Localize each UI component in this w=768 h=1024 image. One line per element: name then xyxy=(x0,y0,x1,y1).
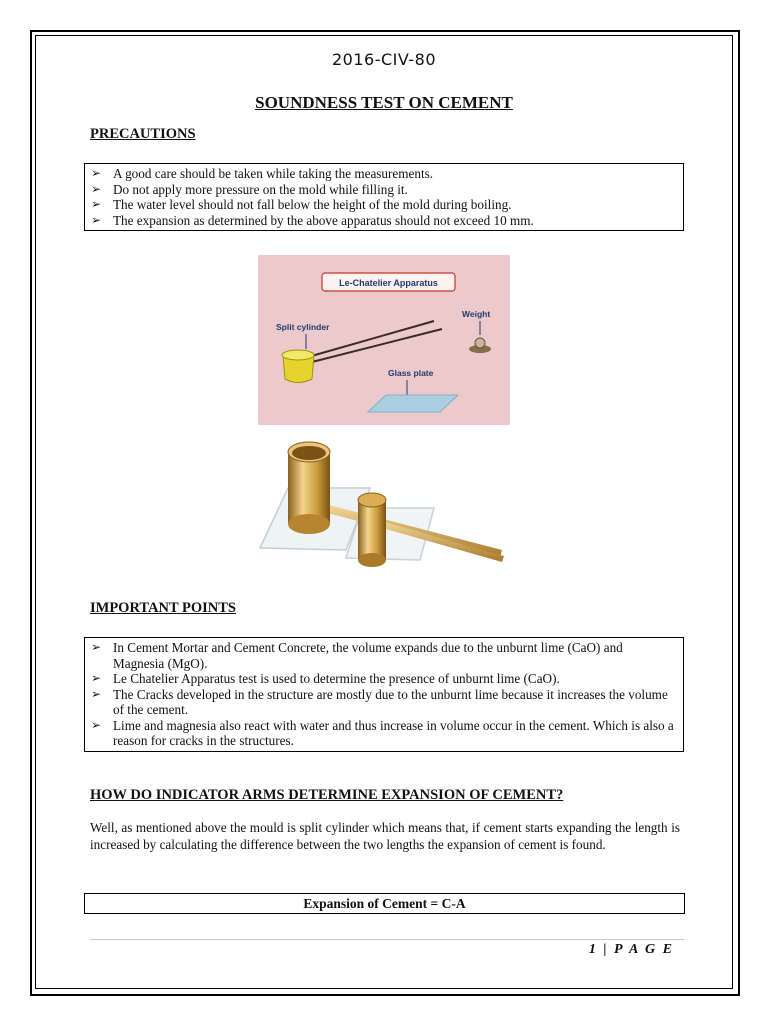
brass-cylinder-large-base xyxy=(288,514,330,534)
le-chatelier-diagram xyxy=(258,255,510,425)
precautions-heading: PRECAUTIONS xyxy=(90,126,196,142)
diagram-title: Le-Chatelier Apparatus xyxy=(339,278,438,288)
indicator-paragraph: Well, as mentioned above the mould is split cylinder which means that, if cement starts expanding the length is increased by calculating the difference between the two lengths the expansion of cement is found. xyxy=(90,820,680,852)
list-item: ➢ The expansion as determined by the above apparatus should not exceed 10 mm. xyxy=(91,212,534,228)
important-points-list xyxy=(91,640,677,749)
document-title: SOUNDNESS TEST ON CEMENT xyxy=(255,93,513,112)
list-item: ➢ Le Chatelier Apparatus test is used to determine the presence of unburnt lime (CaO). xyxy=(91,671,560,686)
expansion-formula: Expansion of Cement = C-A xyxy=(84,893,685,914)
list-item: ➢ A good care should be taken while taking the measurements. xyxy=(91,166,434,181)
brass-cylinder-large-opening xyxy=(292,446,326,460)
arrow-bullet-icon: ➢ xyxy=(91,212,102,227)
important-points-heading: IMPORTANT POINTS xyxy=(90,600,236,616)
precautions-box xyxy=(84,163,684,231)
brass-cylinder-small xyxy=(358,500,386,560)
arrow-bullet-icon: ➢ xyxy=(91,686,102,701)
document-code: 2016-CIV-80 xyxy=(331,50,437,69)
arrow-bullet-icon: ➢ xyxy=(91,640,102,654)
weight-knob xyxy=(475,338,485,348)
brass-cylinder-small-base xyxy=(358,553,386,567)
list-item: ➢ Lime and magnesia also react with water and thus increase in volume occur in the cement. Which is also a reason for cracks in the structures. xyxy=(91,717,674,748)
list-item: ➢ Do not apply more pressure on the mold while filling it. xyxy=(91,181,408,197)
brass-cylinder-large xyxy=(288,452,330,524)
arrow-bullet-icon: ➢ xyxy=(91,181,102,196)
list-item: ➢ In Cement Mortar and Cement Concrete, the volume expands due to the unburnt lime (CaO) and Magnesia (MgO). xyxy=(91,640,623,671)
label-weight: Weight xyxy=(462,309,491,319)
split-cylinder-top xyxy=(282,350,314,360)
arrow-bullet-icon: ➢ xyxy=(91,197,102,211)
label-split-cylinder: Split cylinder xyxy=(276,322,330,332)
label-glass-plate: Glass plate xyxy=(388,368,434,378)
page-number: 1 | P A G E xyxy=(588,942,674,957)
apparatus-photo xyxy=(258,430,510,588)
important-points-box xyxy=(84,637,684,752)
precautions-list xyxy=(91,166,677,228)
brass-cylinder-small-top xyxy=(358,493,386,507)
arrow-bullet-icon: ➢ xyxy=(91,717,102,732)
indicator-heading: HOW DO INDICATOR ARMS DETERMINE EXPANSION OF CEMENT? xyxy=(90,787,564,803)
arrow-bullet-icon: ➢ xyxy=(91,671,102,685)
footer-divider xyxy=(90,939,684,940)
list-item: ➢ The water level should not fall below the height of the mold during boiling. xyxy=(91,197,512,212)
arrow-bullet-icon: ➢ xyxy=(91,166,102,180)
list-item: ➢ The Cracks developed in the structure are mostly due to the unburnt lime because it increases the volume of the cement. xyxy=(91,686,668,717)
